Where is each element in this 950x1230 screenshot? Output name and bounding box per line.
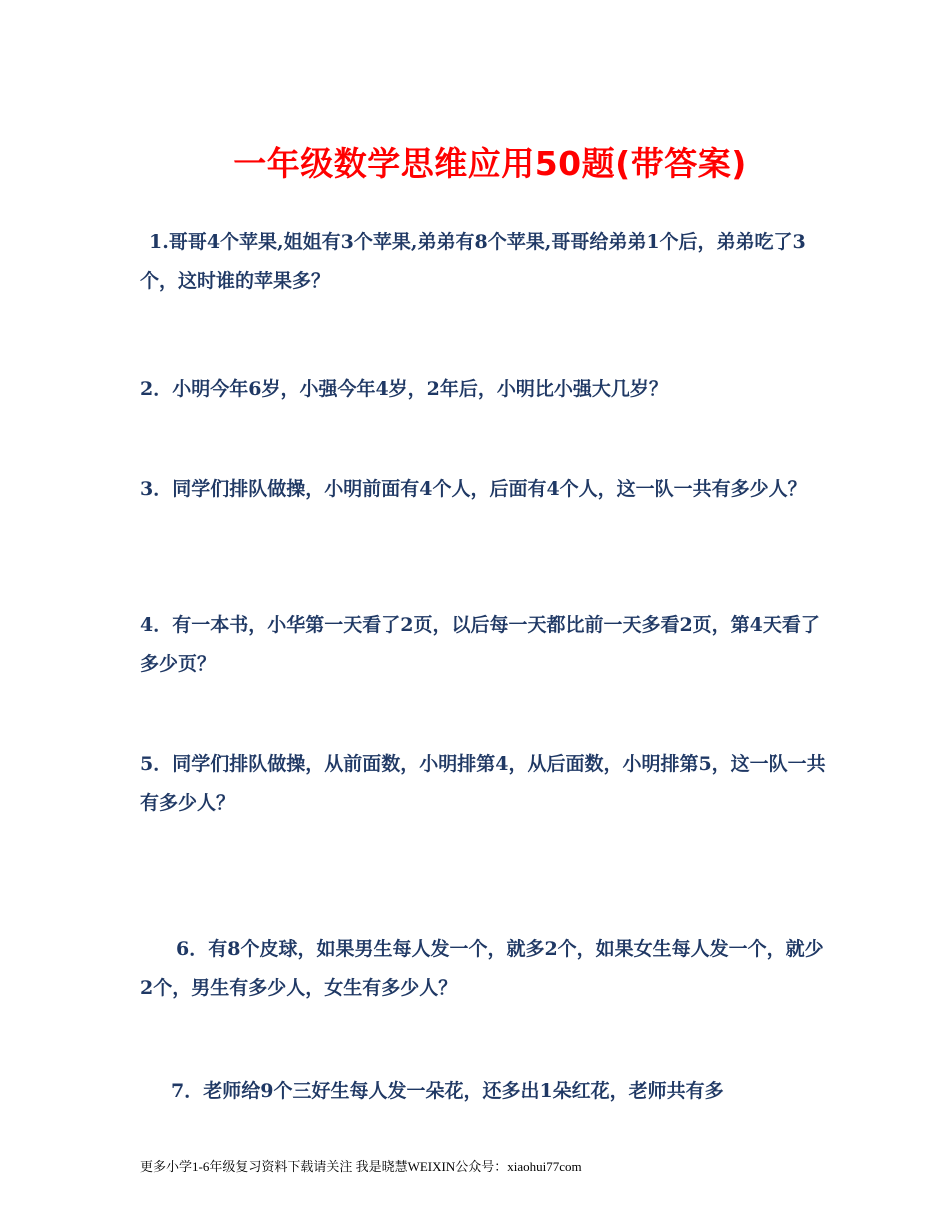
question-2: 2．小明今年6岁，小强今年4岁，2年后，小明比小强大几岁？ (140, 378, 668, 400)
question-5: 5．同学们排队做操，从前面数，小明排第4，从后面数，小明排第5，这一队一共有多少人？ (140, 753, 826, 814)
document-title: 一年级数学思维应用50题(带答案) (233, 144, 747, 183)
question-6: 6．有8个皮球，如果男生每人发一个，就多2个，如果女生每人发一个，就少2个，男生有多少人，女生有多少人？ (140, 938, 824, 999)
question-4: 4．有一本书，小华第一天看了2页，以后每一天都比前一天多看2页，第4天看了多少页？ (140, 614, 820, 675)
question-1: 1.哥哥4个苹果,姐姐有3个苹果,弟弟有8个苹果,哥哥给弟弟1个后，弟弟吃了3个，这时谁的苹果多？ (140, 231, 806, 292)
question-7: 7．老师给9个三好生每人发一朵花，还多出1朵红花，老师共有多 (171, 1080, 724, 1102)
footer-note: 更多小学1-6年级复习资料下载请关注 我是晓慧WEIXIN公众号：xiaohui77com (140, 1159, 582, 1174)
question-3: 3．同学们排队做操，小明前面有4个人，后面有4个人，这一队一共有多少人？ (140, 478, 807, 500)
